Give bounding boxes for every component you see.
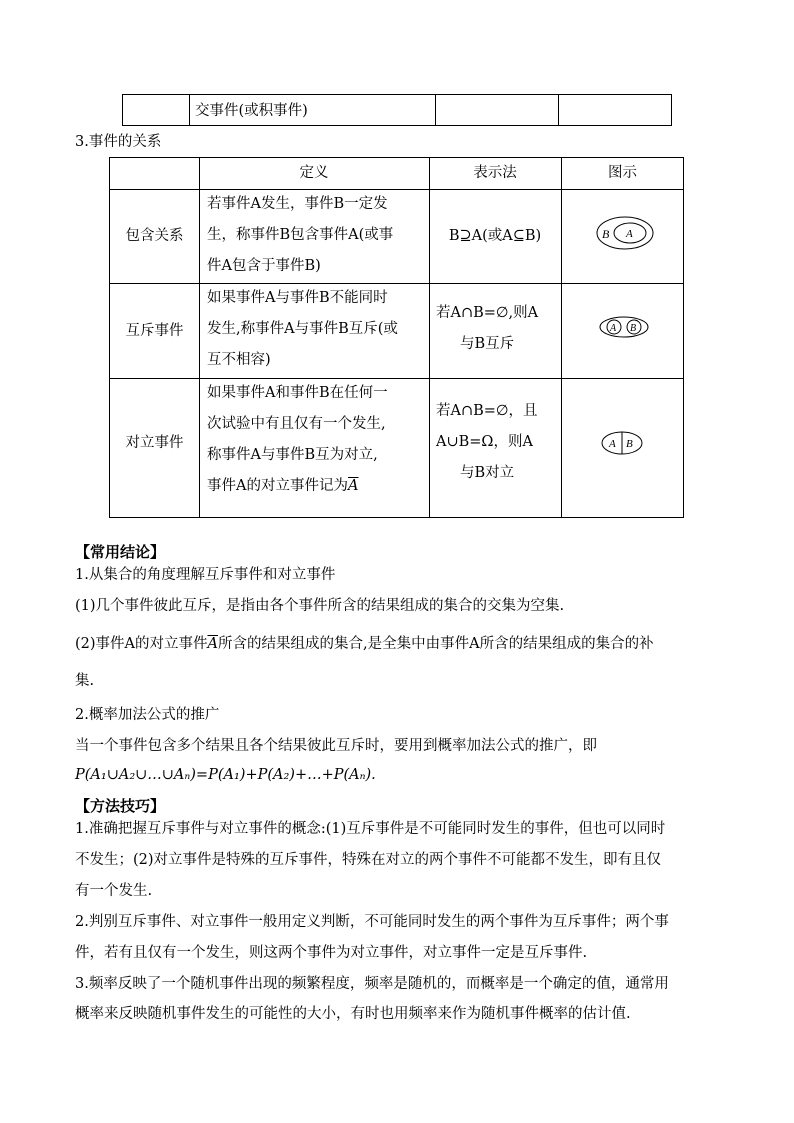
header-definition: 定义 xyxy=(299,165,329,181)
common-conclusions-heading: 【常用结论】 xyxy=(75,543,166,561)
definition-line: 次试验中有且仅有一个发生, xyxy=(207,416,386,432)
notation-line: 与B互斥 xyxy=(460,336,515,352)
diagram-label-outer: B xyxy=(602,227,610,241)
mutually-exclusive-diagram xyxy=(598,315,650,339)
complement-symbol: $\overline{A}$ xyxy=(347,478,359,494)
notation: B⊇A(或A⊆B) xyxy=(448,228,542,244)
paragraph: 件，若有且仅有一个发生，则这两个事件为对立事件，对立事件一定是互斥事件. xyxy=(75,945,588,961)
definition-line: 发生,称事件A与事件B互斥(或 xyxy=(207,321,398,337)
definition-line: 互不相容) xyxy=(207,352,271,368)
definition-line: 如果事件A和事件B在任何一 xyxy=(207,385,388,401)
formula: P(A₁∪A₂∪…∪Aₙ)=P(A₁)+P(A₂)+…+P(Aₙ). xyxy=(75,767,376,783)
row-name: 对立事件 xyxy=(125,435,184,451)
header-diagram: 图示 xyxy=(608,165,637,181)
diagram-label-left: A xyxy=(609,438,616,450)
paragraph: 2.概率加法公式的推广 xyxy=(75,707,220,723)
paragraph: 当一个事件包含多个结果且各个结果彼此互斥时，要用到概率加法公式的推广，即 xyxy=(75,738,597,754)
complement-symbol: $\overline{A}$ xyxy=(207,636,218,652)
row-name: 互斥事件 xyxy=(125,323,184,339)
definition-line: 如果事件A与事件B不能同时 xyxy=(207,290,388,306)
text-segment: 所含的结果组成的集合,是全集中由事件A所含的结果组成的集合的补 xyxy=(218,636,654,652)
paragraph: 有一个发生. xyxy=(75,883,153,899)
complementary-diagram xyxy=(600,430,644,456)
row-name: 包含关系 xyxy=(125,228,184,244)
text-segment: (2)事件A的对立事件 xyxy=(75,636,208,652)
definition-line: 件A包含于事件B) xyxy=(207,258,321,274)
top-table-fragment xyxy=(122,94,672,126)
methods-heading: 【方法技巧】 xyxy=(75,797,166,815)
notation-line: 与B对立 xyxy=(460,465,515,481)
definition-line: 若事件A发生，事件B一定发 xyxy=(207,196,388,212)
paragraph: 不发生；(2)对立事件是特殊的互斥事件，特殊在对立的两个事件不可能都不发生，即有且仅 xyxy=(75,852,662,868)
paragraph: 1.从集合的角度理解互斥事件和对立事件 xyxy=(75,567,336,583)
notation-line: A∪B=Ω，则A xyxy=(436,434,533,450)
definition-line: 生，称事件B包含事件A(或事 xyxy=(207,227,394,243)
paragraph: (1)几个事件彼此互斥，是指由各个事件所含的结果组成的集合的交集为空集. xyxy=(75,598,565,614)
header-notation: 表示法 xyxy=(473,165,517,181)
paragraph xyxy=(75,634,654,654)
paragraph: 3.频率反映了一个随机事件出现的频繁程度，频率是随机的，而概率是一个确定的值，通常用 xyxy=(75,976,669,992)
notation-line: 若A∩B=∅,则A xyxy=(436,305,539,321)
diagram-label-right: B xyxy=(630,323,637,334)
paragraph: 概率来反映随机事件发生的可能性的大小，有时也用频率来作为随机事件概率的估计值. xyxy=(75,1006,631,1022)
containment-diagram xyxy=(595,215,655,251)
paragraph: 集. xyxy=(75,673,95,689)
relation-table xyxy=(109,157,684,518)
definition-line: 称事件A与事件B互为对立, xyxy=(207,447,378,463)
definition-line: 事件A的对立事件记为 xyxy=(207,478,348,494)
top-table-cell: 交事件(或积事件) xyxy=(195,103,308,119)
diagram-label-left: A xyxy=(610,323,617,334)
diagram-label-inner: A xyxy=(626,228,633,240)
notation-line: 若A∩B=∅，且 xyxy=(436,403,538,419)
diagram-label-right: B xyxy=(626,438,633,450)
paragraph: 2.判别互斥事件、对立事件一般用定义判断，不可能同时发生的两个事件为互斥事件；两个事 xyxy=(75,914,669,930)
paragraph: 1.准确把握互斥事件与对立事件的概念:(1)互斥事件是不可能同时发生的事件，但也可以同时 xyxy=(75,821,666,837)
section-3-title: 3.事件的关系 xyxy=(75,134,162,150)
